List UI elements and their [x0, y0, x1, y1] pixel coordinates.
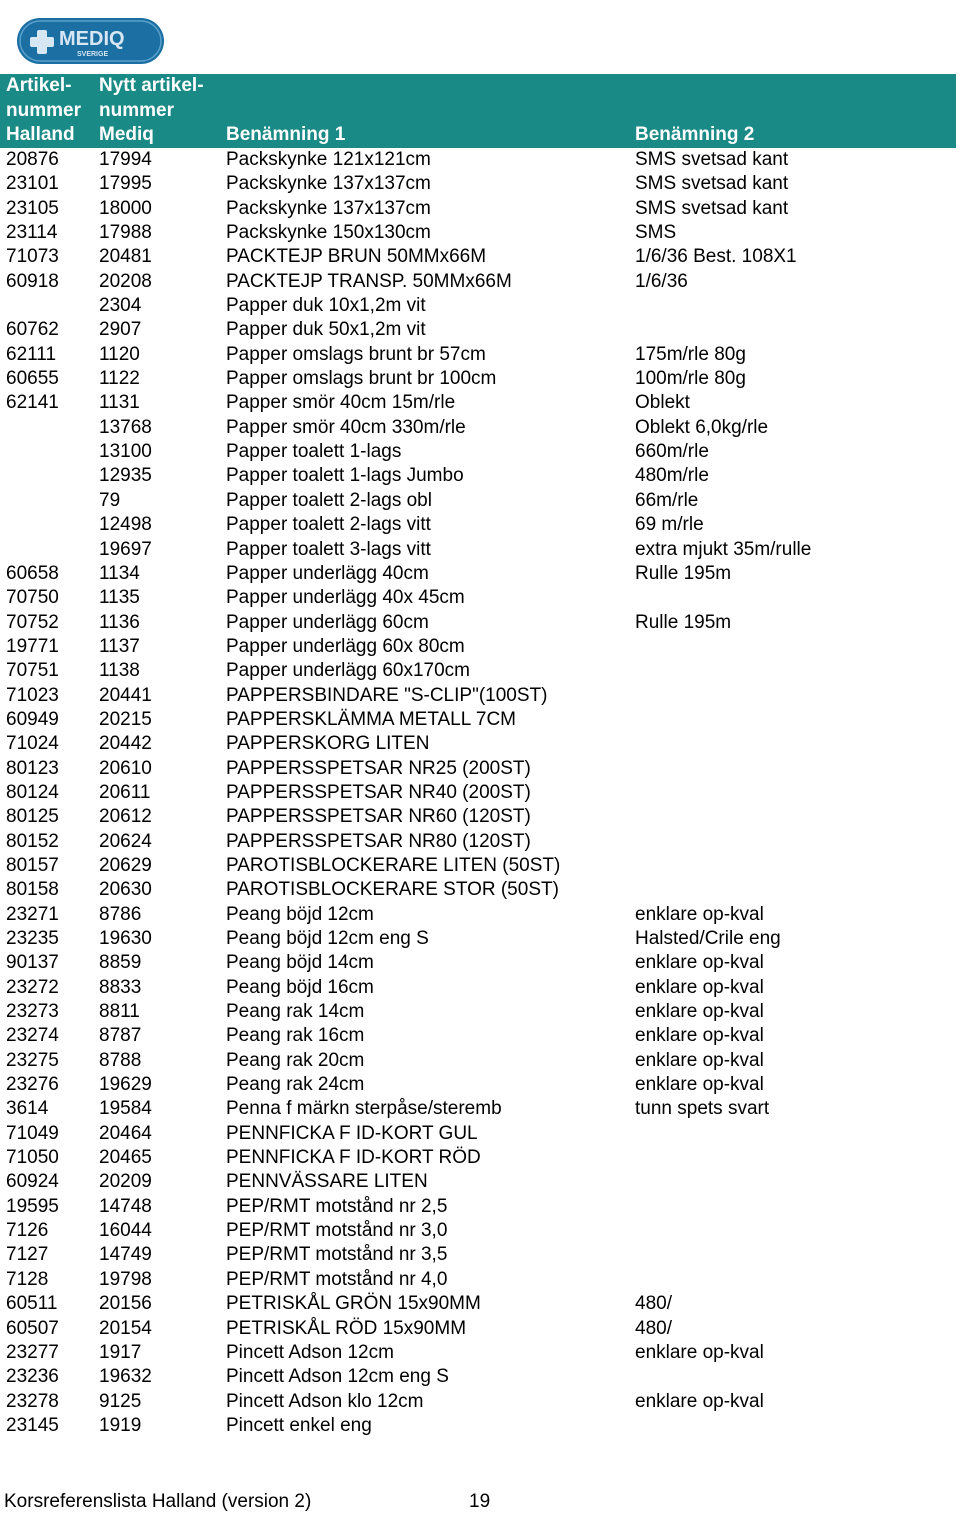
description-1: Pincett Adson klo 12cm — [226, 1390, 424, 1412]
article-number-halland: 90137 — [6, 952, 59, 974]
article-number-mediq: 20209 — [99, 1171, 152, 1193]
header-col3: Benämning 1 — [226, 124, 346, 145]
table-row — [0, 391, 956, 415]
header-col4: Benämning 2 — [635, 124, 755, 145]
description-1: Papper toalett 3-lags vitt — [226, 538, 431, 560]
article-number-mediq: 14749 — [99, 1244, 152, 1266]
table-row — [0, 854, 956, 878]
article-number-mediq: 2304 — [99, 295, 142, 317]
article-number-mediq: 1135 — [99, 587, 140, 609]
table-row — [0, 367, 956, 391]
table-row — [0, 489, 956, 513]
article-number-mediq: 13100 — [99, 441, 152, 463]
table-row — [0, 732, 956, 756]
table-row — [0, 1317, 956, 1341]
table-row — [0, 684, 956, 708]
description-1: Papper toalett 2-lags obl — [226, 489, 432, 511]
table-row — [0, 1097, 956, 1121]
header-col2-line3: Mediq — [99, 124, 154, 145]
article-number-halland: 7127 — [6, 1244, 49, 1266]
article-number-halland: 7128 — [6, 1268, 49, 1290]
description-2: 480/ — [635, 1293, 672, 1315]
description-2: enklare op-kval — [635, 1341, 764, 1363]
article-number-halland: 60762 — [6, 319, 59, 341]
description-1: Peang rak 20cm — [226, 1049, 365, 1071]
description-1: PEP/RMT motstånd nr 2,5 — [226, 1195, 448, 1217]
article-number-mediq: 79 — [99, 489, 121, 511]
table-row — [0, 1341, 956, 1365]
article-number-mediq: 8833 — [99, 976, 142, 998]
description-1: Packskynke 137x137cm — [226, 197, 431, 219]
article-number-halland: 60507 — [6, 1317, 59, 1339]
article-number-mediq: 19697 — [99, 538, 152, 560]
description-1: Peang böjd 12cm — [226, 903, 374, 925]
table-row — [0, 1122, 956, 1146]
article-number-mediq: 1136 — [99, 611, 140, 633]
article-number-mediq: 20611 — [99, 781, 151, 803]
article-number-halland: 71049 — [6, 1122, 59, 1144]
article-number-mediq: 1122 — [99, 368, 140, 390]
article-number-halland: 23277 — [6, 1341, 59, 1363]
article-number-mediq: 1134 — [99, 562, 140, 584]
description-1: Papper smör 40cm 330m/rle — [226, 416, 466, 438]
description-1: Papper underlägg 40cm — [226, 562, 429, 584]
description-2: 660m/rle — [635, 441, 709, 463]
description-1: PAROTISBLOCKERARE LITEN (50ST) — [226, 854, 561, 876]
description-2: enklare op-kval — [635, 976, 764, 998]
description-1: Pincett enkel eng — [226, 1414, 372, 1436]
article-number-halland: 80157 — [6, 854, 59, 876]
table-row — [0, 513, 956, 537]
article-number-mediq: 20610 — [99, 757, 152, 779]
description-1: Penna f märkn sterpåse/steremb — [226, 1098, 502, 1120]
table-row — [0, 1195, 956, 1219]
article-number-mediq: 20215 — [99, 708, 152, 730]
article-number-mediq: 20465 — [99, 1147, 152, 1169]
description-2: 69 m/rle — [635, 514, 704, 536]
page-number: 19 — [469, 1491, 491, 1512]
description-2: 1/6/36 Best. 108X1 — [635, 246, 797, 268]
table-header — [0, 74, 956, 148]
article-number-mediq: 17994 — [99, 149, 152, 170]
description-2: enklare op-kval — [635, 1390, 764, 1412]
description-2: enklare op-kval — [635, 952, 764, 974]
description-1: Papper underlägg 60x 80cm — [226, 635, 465, 657]
article-number-mediq: 8811 — [99, 1001, 140, 1023]
table-row — [0, 757, 956, 781]
article-number-mediq: 17995 — [99, 173, 152, 195]
article-number-mediq: 1919 — [99, 1414, 142, 1436]
article-number-mediq: 1131 — [99, 392, 140, 414]
description-2: SMS — [635, 222, 677, 244]
table-row — [0, 318, 956, 342]
article-number-mediq: 12935 — [99, 465, 152, 487]
article-number-mediq: 8859 — [99, 952, 142, 974]
table-row — [0, 270, 956, 294]
article-number-halland: 23275 — [6, 1049, 59, 1071]
description-1: Pincett Adson 12cm eng S — [226, 1366, 449, 1388]
table-row — [0, 343, 956, 367]
description-1: Papper toalett 2-lags vitt — [226, 514, 431, 536]
article-number-halland: 23278 — [6, 1390, 59, 1412]
description-1: PETRISKÅL GRÖN 15x90MM — [226, 1293, 481, 1315]
table-row — [0, 611, 956, 635]
article-number-halland: 71050 — [6, 1147, 59, 1169]
article-number-halland: 70750 — [6, 587, 59, 609]
table-row — [0, 1268, 956, 1292]
description-1: PENNVÄSSARE LITEN — [226, 1171, 428, 1193]
description-1: PEP/RMT motstånd nr 4,0 — [226, 1268, 448, 1290]
table-row — [0, 1049, 956, 1073]
description-1: Papper underlägg 40x 45cm — [226, 587, 465, 609]
article-number-halland: 62111 — [6, 343, 57, 365]
article-number-mediq: 20481 — [99, 246, 152, 268]
article-number-halland: 23145 — [6, 1414, 59, 1436]
description-1: Peang rak 16cm — [226, 1025, 365, 1047]
footer-title: Korsreferenslista Halland (version 2) — [4, 1491, 312, 1512]
table-row — [0, 1292, 956, 1316]
description-1: PAPPERSSPETSAR NR25 (200ST) — [226, 757, 531, 779]
description-1: Peang böjd 12cm eng S — [226, 928, 429, 949]
article-number-mediq: 20156 — [99, 1293, 152, 1315]
table-body — [0, 148, 956, 1438]
description-1: PACKTEJP BRUN 50MMx66M — [226, 246, 487, 268]
description-2: Oblekt 6,0kg/rle — [635, 416, 769, 438]
article-number-halland: 60655 — [6, 368, 59, 390]
description-2: 1/6/36 — [635, 270, 688, 292]
article-number-halland: 23271 — [6, 903, 59, 925]
table-row — [0, 464, 956, 488]
article-number-halland: 3614 — [6, 1098, 49, 1120]
article-number-mediq: 20442 — [99, 733, 152, 755]
table-row — [0, 951, 956, 975]
description-1: Pincett Adson 12cm — [226, 1341, 394, 1363]
table-row — [0, 1365, 956, 1389]
article-number-halland: 23272 — [6, 976, 59, 998]
description-1: Peang böjd 14cm — [226, 952, 374, 974]
description-1: PAPPERSKORG LITEN — [226, 733, 430, 755]
article-number-mediq: 20612 — [99, 806, 152, 828]
table-row — [0, 830, 956, 854]
article-number-mediq: 12498 — [99, 514, 152, 536]
table-row — [0, 805, 956, 829]
article-number-halland: 19595 — [6, 1195, 59, 1217]
table-row — [0, 1146, 956, 1170]
article-number-mediq: 19798 — [99, 1268, 152, 1290]
description-2: 66m/rle — [635, 489, 699, 511]
article-number-mediq: 18000 — [99, 197, 152, 219]
description-1: Papper toalett 1-lags — [226, 441, 402, 463]
description-1: Papper duk 50x1,2m vit — [226, 319, 426, 341]
article-number-halland: 23276 — [6, 1074, 59, 1096]
article-number-halland: 62141 — [6, 392, 59, 414]
article-number-halland: 80158 — [6, 879, 59, 901]
table-row — [0, 416, 956, 440]
description-1: Packskynke 137x137cm — [226, 173, 431, 195]
description-1: Peang rak 24cm — [226, 1074, 365, 1096]
article-number-mediq: 1138 — [99, 660, 140, 682]
description-1: PAROTISBLOCKERARE STOR (50ST) — [226, 879, 559, 901]
article-number-mediq: 20441 — [99, 684, 152, 706]
table-row — [0, 172, 956, 196]
header-col2-line2: nummer — [99, 99, 174, 121]
description-1: Papper duk 10x1,2m vit — [226, 295, 426, 317]
description-2: Rulle 195m — [635, 611, 732, 633]
article-number-halland: 60511 — [6, 1293, 58, 1315]
article-number-halland: 7126 — [6, 1220, 49, 1242]
table-row — [0, 586, 956, 610]
article-number-mediq: 13768 — [99, 416, 152, 438]
description-2: enklare op-kval — [635, 1074, 764, 1096]
article-number-mediq: 2907 — [99, 319, 142, 341]
article-number-mediq: 20208 — [99, 270, 152, 292]
table-row — [0, 1414, 956, 1438]
header-col1-line1: Artikel- — [6, 75, 72, 96]
article-number-halland: 60918 — [6, 270, 59, 292]
article-number-mediq: 20630 — [99, 879, 152, 901]
description-2: SMS svetsad kant — [635, 197, 789, 219]
article-number-halland: 23114 — [6, 222, 58, 244]
description-1: Papper underlägg 60x170cm — [226, 660, 471, 682]
article-number-mediq: 20154 — [99, 1317, 152, 1339]
description-1: Papper omslags brunt br 57cm — [226, 343, 486, 365]
description-1: Papper omslags brunt br 100cm — [226, 368, 497, 390]
table-row — [0, 1219, 956, 1243]
table-row — [0, 148, 956, 172]
description-2: tunn spets svart — [635, 1098, 770, 1120]
description-1: PETRISKÅL RÖD 15x90MM — [226, 1317, 467, 1339]
description-2: 480m/rle — [635, 465, 709, 487]
article-number-mediq: 19584 — [99, 1098, 152, 1120]
article-number-halland: 23235 — [6, 928, 59, 949]
table-row — [0, 294, 956, 318]
description-2: enklare op-kval — [635, 903, 764, 925]
description-2: 175m/rle 80g — [635, 343, 746, 365]
logo-text: MEDIQ — [59, 28, 125, 50]
article-number-mediq: 19629 — [99, 1074, 152, 1096]
article-number-halland: 23274 — [6, 1025, 59, 1047]
table-row — [0, 221, 956, 245]
article-number-halland: 80123 — [6, 757, 59, 779]
article-number-mediq: 1137 — [99, 635, 140, 657]
article-number-mediq: 17988 — [99, 222, 152, 244]
table-row — [0, 562, 956, 586]
article-number-halland: 71024 — [6, 733, 59, 755]
article-number-mediq: 20464 — [99, 1122, 152, 1144]
description-1: Peang rak 14cm — [226, 1001, 365, 1023]
description-1: PEP/RMT motstånd nr 3,5 — [226, 1244, 448, 1266]
description-1: Papper toalett 1-lags Jumbo — [226, 465, 464, 487]
table-row — [0, 878, 956, 902]
table-row — [0, 1024, 956, 1048]
description-1: PAPPERSSPETSAR NR40 (200ST) — [226, 781, 531, 803]
article-number-halland: 23101 — [6, 173, 59, 195]
article-number-mediq: 8787 — [99, 1025, 142, 1047]
header-col1-line3: Halland — [6, 124, 75, 145]
article-number-mediq: 1120 — [99, 343, 140, 365]
description-2: SMS svetsad kant — [635, 149, 789, 170]
table-row — [0, 976, 956, 1000]
table-row — [0, 1243, 956, 1267]
table-row — [0, 1390, 956, 1414]
article-number-mediq: 14748 — [99, 1195, 152, 1217]
table-row — [0, 1170, 956, 1194]
article-number-mediq: 19630 — [99, 928, 152, 949]
description-1: PEP/RMT motstånd nr 3,0 — [226, 1220, 448, 1242]
description-2: Oblekt — [635, 392, 690, 414]
table-row — [0, 245, 956, 269]
article-number-mediq: 20629 — [99, 854, 152, 876]
article-number-mediq: 8788 — [99, 1049, 142, 1071]
table-row — [0, 538, 956, 562]
article-number-halland: 60658 — [6, 562, 59, 584]
table-row — [0, 197, 956, 221]
article-number-halland: 80124 — [6, 781, 59, 803]
article-number-halland: 80125 — [6, 806, 59, 828]
article-number-halland: 23105 — [6, 197, 59, 219]
article-number-mediq: 19632 — [99, 1366, 152, 1388]
header-col1-line2: nummer — [6, 99, 81, 121]
article-number-halland: 71073 — [6, 246, 59, 268]
table-row — [0, 1000, 956, 1024]
table-row — [0, 635, 956, 659]
description-1: Peang böjd 16cm — [226, 976, 374, 998]
article-number-halland: 23273 — [6, 1001, 59, 1023]
mediq-logo-graphic — [17, 18, 164, 64]
article-number-halland: 23236 — [6, 1366, 59, 1388]
article-number-mediq: 20624 — [99, 830, 152, 852]
mediq-logo — [17, 18, 164, 64]
article-number-halland: 70751 — [6, 660, 59, 682]
article-number-halland: 19771 — [6, 635, 59, 657]
article-number-mediq: 9125 — [99, 1390, 142, 1412]
description-1: Papper smör 40cm 15m/rle — [226, 392, 456, 414]
logo-subtext: SVERIGE — [77, 51, 109, 58]
article-number-halland: 60924 — [6, 1171, 59, 1193]
description-1: Papper underlägg 60cm — [226, 611, 429, 633]
table-row — [0, 781, 956, 805]
description-1: PAPPERSBINDARE "S-CLIP"(100ST) — [226, 684, 548, 706]
description-2: 100m/rle 80g — [635, 368, 746, 390]
article-number-halland: 60949 — [6, 708, 59, 730]
article-number-mediq: 1917 — [99, 1341, 142, 1363]
description-2: enklare op-kval — [635, 1001, 764, 1023]
table-row — [0, 927, 956, 951]
description-1: PENNFICKA F ID-KORT GUL — [226, 1122, 478, 1144]
description-2: Halsted/Crile eng — [635, 928, 781, 949]
description-1: PENNFICKA F ID-KORT RÖD — [226, 1147, 481, 1169]
description-2: enklare op-kval — [635, 1025, 764, 1047]
description-2: enklare op-kval — [635, 1049, 764, 1071]
description-1: Packskynke 121x121cm — [226, 149, 431, 170]
article-number-mediq: 8786 — [99, 903, 142, 925]
description-2: Rulle 195m — [635, 562, 732, 584]
table-row — [0, 1073, 956, 1097]
description-1: PAPPERSKLÄMMA METALL 7CM — [226, 708, 517, 730]
article-number-halland: 80152 — [6, 830, 59, 852]
article-number-mediq: 16044 — [99, 1220, 152, 1242]
table-row — [0, 659, 956, 683]
description-1: PAPPERSSPETSAR NR80 (120ST) — [226, 830, 531, 852]
table-row — [0, 903, 956, 927]
description-1: Packskynke 150x130cm — [226, 222, 431, 244]
table-row — [0, 708, 956, 732]
description-2: SMS svetsad kant — [635, 173, 789, 195]
description-1: PACKTEJP TRANSP. 50MMx66M — [226, 270, 512, 292]
header-col2-line1: Nytt artikel- — [99, 75, 204, 96]
description-1: PAPPERSSPETSAR NR60 (120ST) — [226, 806, 531, 828]
article-number-halland: 71023 — [6, 684, 59, 706]
article-number-halland: 70752 — [6, 611, 59, 633]
description-2: 480/ — [635, 1317, 672, 1339]
description-2: extra mjukt 35m/rulle — [635, 538, 812, 560]
article-number-halland: 20876 — [6, 149, 59, 170]
table-row — [0, 440, 956, 464]
